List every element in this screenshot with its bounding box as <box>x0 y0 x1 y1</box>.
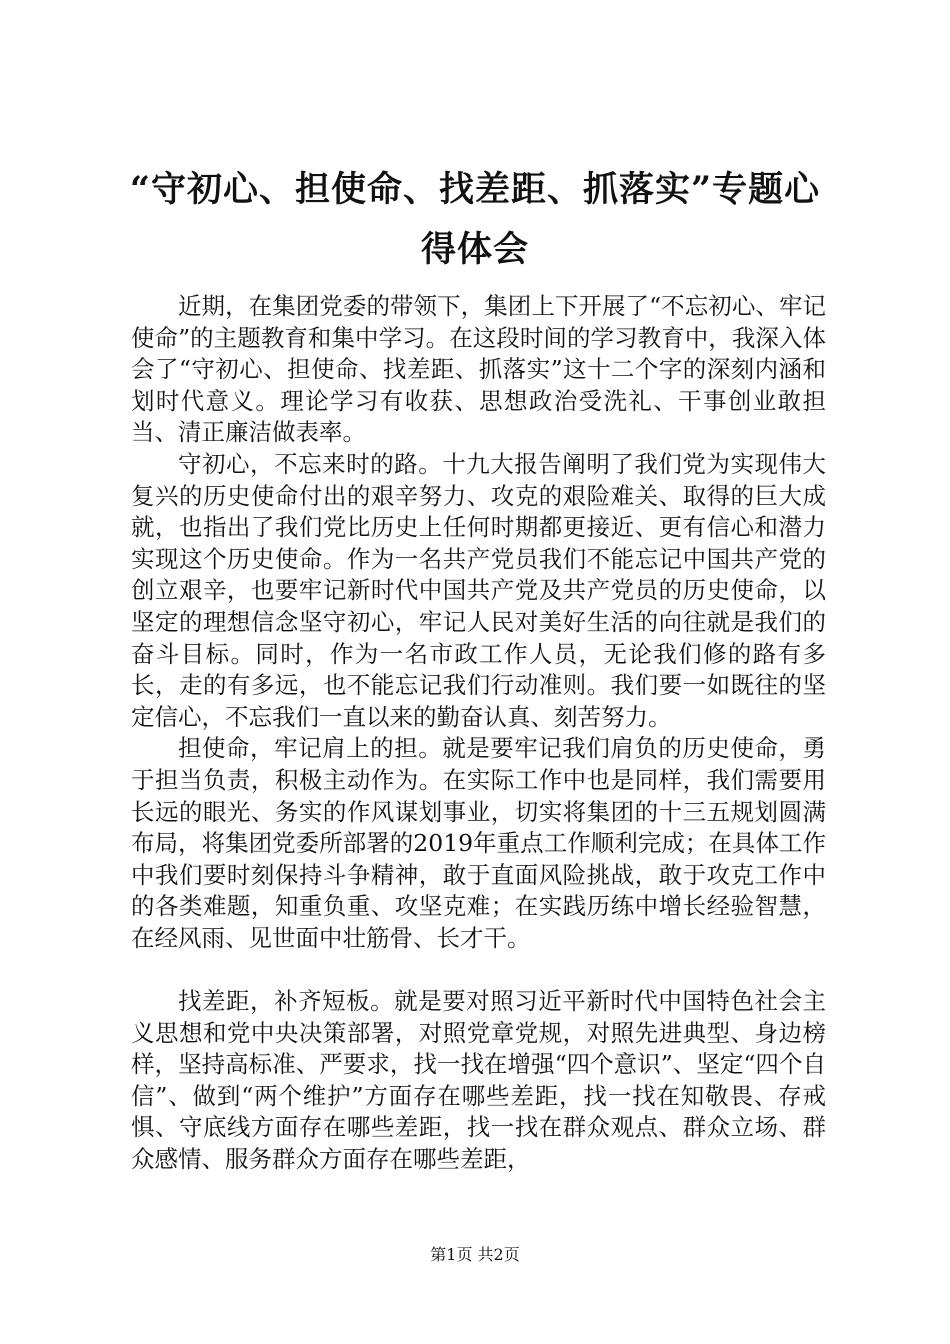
paragraph-zhao-cha-ju: 找差距，补齐短板。就是要对照习近平新时代中国特色社会主义思想和党中央决策部署，对照党章党规，对照先进典型、身边榜样，坚持高标准、严要求，找一找在增强“四个意识”、坚定“四个自信”、做到“两个维护”方面存在哪些差距，找一找在知敬畏、存戒惧、守底线方面存在哪些差距，找一找在群众观点、群众立场、群众感情、服务群众方面存在哪些差距， <box>131 987 826 1174</box>
page-number-footer: 第1页 共2页 <box>430 1245 520 1264</box>
title-line-1: “守初心、担使命、找差距、抓落实”专题心 <box>129 169 821 210</box>
paragraph-intro: 近期，在集团党委的带领下，集团上下开展了“不忘初心、牢记使命”的主题教育和集中学习。在这段时间的学习教育中，我深入体会了“守初心、担使命、找差距、抓落实”这十二个字的深刻内涵和划时代意义。理论学习有收获、思想政治受洗礼、干事创业敢担当、清正廉洁做表率。 <box>131 292 826 447</box>
paragraph-shou-chu-xin: 守初心，不忘来时的路。十九大报告阐明了我们党为实现伟大复兴的历史使命付出的艰辛努力、攻克的艰险难关、取得的巨大成就，也指出了我们党比历史上任何时期都更接近、更有信心和潜力实现这个历史使命。作为一名共产党员我们不能忘记中国共产党的创立艰辛，也要牢记新时代中国共产党及共产党员的历史使命，以坚定的理想信念坚守初心，牢记人民对美好生活的向往就是我们的奋斗目标。同时，作为一名市政工作人员，无论我们修的路有多长，走的有多远，也不能忘记我们行动准则。我们要一如既往的坚定信心，不忘我们一直以来的勤奋认真、刻苦努力。 <box>131 449 826 731</box>
document-title <box>100 160 850 280</box>
title-line-2: 得体会 <box>420 229 529 270</box>
paragraph-dan-shi-ming: 担使命，牢记肩上的担。就是要牢记我们肩负的历史使命，勇于担当负责，积极主动作为。在实际工作中也是同样，我们需要用长远的眼光、务实的作风谋划事业，切实将集团的十三五规划圆满布局，将集团党委所部署的2019年重点工作顺利完成；在具体工作中我们要时刻保持斗争精神，敢于直面风险挑战，敢于攻克工作中的各类难题，知重负重、攻坚克难；在实践历练中增长经验智慧，在经风雨、见世面中壮筋骨、长才干。 <box>131 734 826 952</box>
document-body <box>131 291 826 1176</box>
